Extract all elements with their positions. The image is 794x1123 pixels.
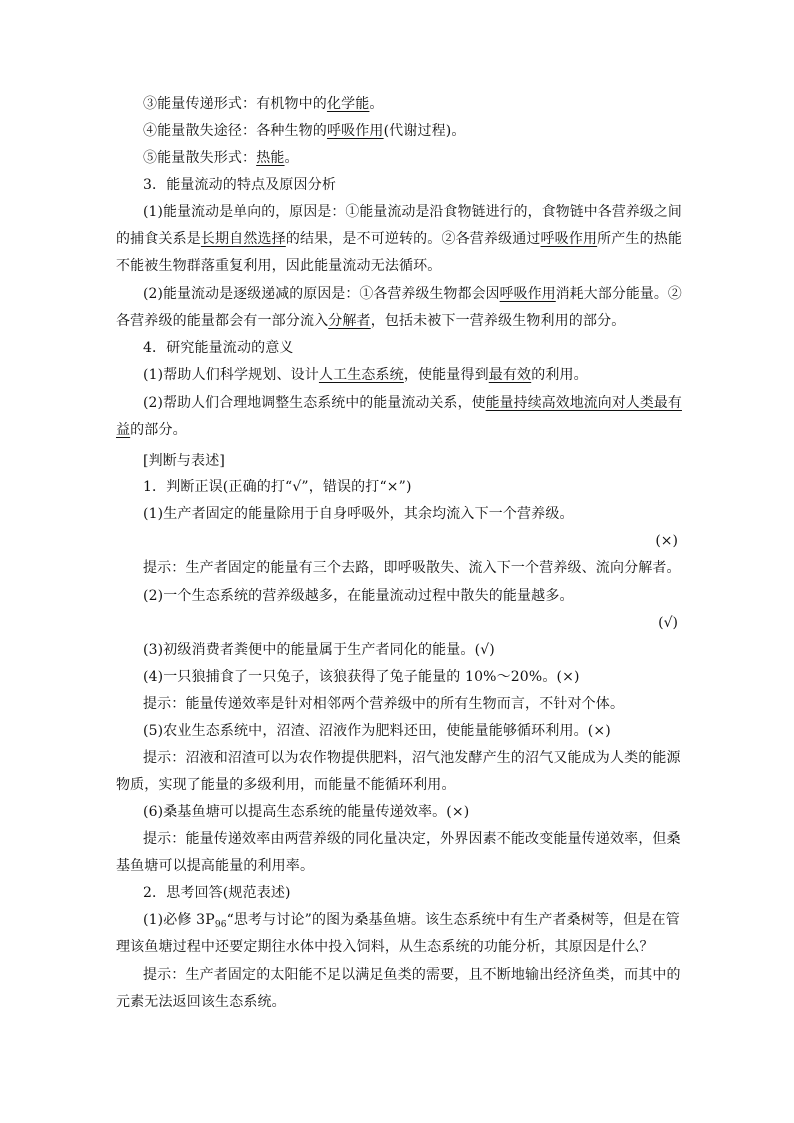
question-heading: 2．思考回答(规范表述) [143,885,291,901]
key-term: 最有效 [488,367,532,383]
hint-line: 基鱼塘可以提高能量的利用率。 [116,858,315,874]
text-run: 的利用。 [531,367,588,383]
hint-line: 提示：生产者固定的太阳能不足以满足鱼类的需要，且不断地输出经济鱼类，而其中的 [143,967,681,983]
text-run: 的结果，是不可逆转的。②各营养级通过 [285,231,541,247]
text-line [143,284,682,304]
text-run: (2)能量流动是逐级递减的原因是：①各营养级生物都会因 [143,286,500,302]
question-item: (4)一只狼捕食了一只兔子，该狼获得了兔子能量的 10%～20%。(×) [143,669,580,685]
text-run: 各营养级的能量都会有一部分流入 [116,313,329,329]
key-term: 热能 [256,150,285,166]
hint-line: 提示：沼液和沼渣可以为农作物提供肥料，沼气池发酵产生的沼气又能成为人类的能源 [143,750,681,766]
text-run: (1)帮助人们科学规划、设计 [143,367,319,383]
text-line: 不能被生物群落重复利用，因此能量流动无法循环。 [116,258,442,274]
page-subscript: 96 [214,920,227,930]
text-run: (2)帮助人们合理地调整生态系统中的能量流动关系，使 [143,395,486,411]
key-term: 能量持续高效地流向对人类最有 [485,395,682,411]
question-item [143,910,680,935]
text-line [116,229,682,249]
key-term: 呼吸作用 [499,286,556,302]
key-term: 分解者 [328,313,371,329]
question-item: (2)一个生态系统的营养级越多，在能量流动过程中散失的能量越多。 [143,588,574,604]
hint-line: 提示：能量传递效率由两营养级的同化量决定，外界因素不能改变能量传递效率，但桑 [143,831,681,847]
section-heading: [判断与表述] [143,453,225,469]
text-line: (1)能量流动是单向的，原因是：①能量流动是沿食物链进行的，食物链中各营养级之间 [143,204,682,220]
question-item: (1)生产者固定的能量除用于自身呼吸外，其余均流入下一个营养级。 [143,506,574,522]
key-term: 呼吸作用 [326,123,384,139]
question-item: (5)农业生态系统中，沼渣、沼液作为肥料还田，使能量能够循环利用。(×) [143,723,611,739]
hint-line: 元素无法返回该生态系统。 [116,994,286,1010]
text-run: “思考与讨论”的图为桑基鱼塘。该生态系统中有生产者桑树等，但是在管 [226,912,680,928]
text-line [143,365,588,385]
question-heading: 1．判断正误(正确的打“√”，错误的打“×”) [143,479,412,495]
text-run: ⑤能量散失形式： [143,150,257,166]
key-term: 化学能 [326,96,370,112]
text-line [116,420,187,440]
answer-mark: (√) [658,615,678,631]
hint-line: 提示：能量传递效率是针对相邻两个营养级中的所有生物而言，不针对个体。 [143,696,625,712]
text-run: ③能量传递形式：有机物中的 [143,96,327,112]
question-item: (6)桑基鱼塘可以提高生态系统的能量传递效率。(×) [143,804,470,820]
text-line [143,94,384,114]
text-run: 。 [369,96,384,112]
text-run: (1)必修 3P [143,912,215,928]
text-run: (代谢过程)。 [383,123,466,139]
text-line [143,148,299,168]
text-line [116,311,625,331]
text-line [143,121,466,141]
text-run: 。 [284,150,299,166]
text-run: 所产生的热能 [597,231,683,247]
text-run: 的捕食关系是 [116,231,201,247]
text-run: ④能量散失途径：各种生物的 [143,123,327,139]
text-run: ，包括未被下一营养级生物利用的部分。 [370,313,626,329]
section-heading: 4．研究能量流动的意义 [143,340,294,356]
question-item: (3)初级消费者粪便中的能量属于生产者同化的能量。(√) [143,642,495,658]
answer-mark: (×) [655,533,678,549]
key-term: 长期自然选择 [200,231,286,247]
key-term: 人工生态系统 [318,367,404,383]
question-item: 理该鱼塘过程中还要定期往水体中投入饲料，从生态系统的功能分析，其原因是什么？ [116,939,654,955]
hint-line: 提示：生产者固定的能量有三个去路，即呼吸散失、流入下一个营养级、流向分解者。 [143,560,681,576]
key-term: 呼吸作用 [540,231,598,247]
hint-line: 物质，实现了能量的多级利用，而能量不能循环利用。 [116,777,456,793]
text-run: ，使能量得到 [403,367,489,383]
text-line [143,393,682,413]
key-term: 益 [116,422,131,438]
section-heading: 3．能量流动的特点及原因分析 [143,177,337,193]
text-run: 的部分。 [130,422,187,438]
text-run: 消耗大部分能量。② [555,286,682,302]
